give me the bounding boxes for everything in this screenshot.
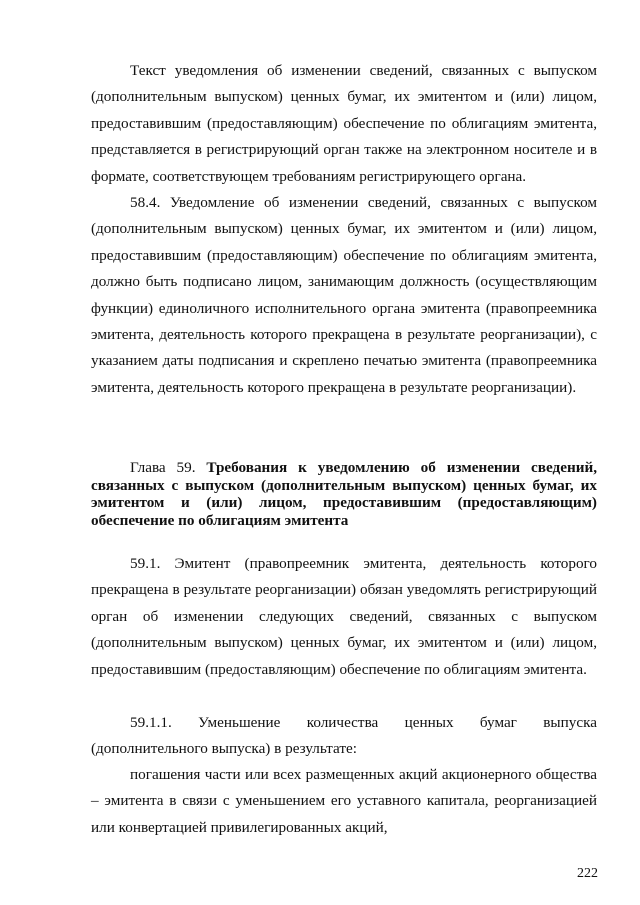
chapter-prefix: Глава 59. — [130, 459, 196, 476]
chapter-heading — [91, 459, 597, 529]
paragraph-59-1: 59.1. Эмитент (правопреемник эмитента, деятельность которого прекращена в результате реорганизации) обязан уведомлять регистрирующий орган об изменении следующих сведений, связанных с выпуском (дополнительным выпуском) ценных бумаг, их эмитентом и (или) лицом, предоставившим (предоставляющим) обеспечение по облигациям эмитента. — [91, 555, 597, 678]
chapter-title: Требования к уведомлению об изменении сведений, связанных с выпуском (дополнительным выпуском) ценных бумаг, их эмитентом и (или) лицом, предоставившим (предоставляющим) обеспечение по облигациям эмитента — [91, 459, 598, 529]
page-number: 222 — [577, 866, 598, 881]
paragraph-share-redemption: погашения части или всех размещенных акций акционерного общества – эмитента в связи с уменьшением его уставного капитала, реорганизацией или конвертацией привилегированных акций, — [91, 766, 597, 836]
paragraph-59-1-1: 59.1.1. Уменьшение количества ценных бумаг выпуска (дополнительного выпуска) в результате: — [91, 714, 597, 758]
paragraph-58-4: 58.4. Уведомление об изменении сведений, связанных с выпуском (дополнительным выпуском) ценных бумаг, их эмитентом и (или) лицом, предоставившим (предоставляющим) обеспечение по облигациям эмитента, должно быть подписано лицом, занимающим должность (осуществляющим функции) единоличного исполнительного органа эмитента (правопреемника эмитента, деятельность которого прекращена в результате реорганизации), с указанием даты подписания и скреплено печатью эмитента (правопреемника эмитента, деятельность которого прекращена в результате реорганизации). — [91, 194, 597, 396]
paragraph-notification-text: Текст уведомления об изменении сведений, связанных с выпуском (дополнительным выпуском) ценных бумаг, их эмитентом и (или) лицом, предоставившим (предоставляющим) обеспечение по облигациям эмитента, представляется в регистрирующий орган также на электронном носителе и в формате, соответствующем требованиям регистрирующего органа. — [91, 62, 597, 185]
